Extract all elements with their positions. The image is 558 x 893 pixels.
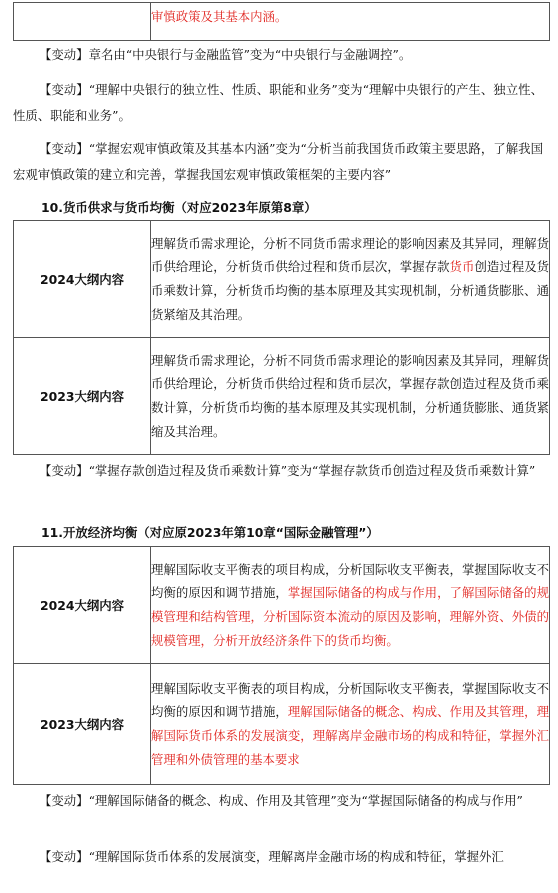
row-label: 2023大纲内容	[14, 338, 151, 455]
row-label: 2024大纲内容	[14, 221, 151, 338]
table-row	[14, 547, 550, 664]
top-table-body-cell	[151, 3, 550, 41]
row-content: 理解国际收支平衡表的项目构成，分析国际收支平衡表，掌握国际收支不均衡的原因和调节措施，理解国际储备的概念、构成、作用及其管理，理解国际货币体系的发展演变，理解离岸金融市场的构成和特征，掌握外汇管理和外债管理的基本要求	[151, 664, 550, 785]
change-paragraph: 【变动】“理解国际储备的概念、构成、作用及其管理”变为“掌握国际储备的构成与作用”	[39, 793, 523, 808]
change-paragraph: 【变动】“理解中央银行的独立性、性质、职能和业务”变为“理解中央银行的产生、独立性、性质、职能和业务”。	[13, 82, 543, 123]
table-row	[14, 664, 550, 785]
section-heading: 10.货币供求与货币均衡（对应2023年原第8章）	[41, 200, 317, 215]
row-label: 2023大纲内容	[14, 664, 151, 785]
row-content: 理解货币需求理论，分析不同货币需求理论的影响因素及其异同，理解货币供给理论，分析货币供给过程和货币层次，掌握存款货币创造过程及货币乘数计算，分析货币均衡的基本原理及其实现机制，分析通货膨胀、通货紧缩及其治理。	[151, 221, 550, 338]
change-paragraph: 【变动】“掌握宏观审慎政策及其基本内涵”变为“分析当前我国货币政策主要思路，了解我国宏观审慎政策的建立和完善，掌握我国宏观审慎政策框架的主要内容”	[13, 141, 543, 182]
row-content: 理解货币需求理论，分析不同货币需求理论的影响因素及其异同，理解货币供给理论，分析货币供给过程和货币层次，掌握存款创造过程及货币乘数计算，分析货币均衡的基本原理及其实现机制，分析通货膨胀、通货紧缩及其治理。	[151, 338, 550, 455]
table-row	[14, 338, 550, 455]
change-paragraph: 【变动】“理解国际货币体系的发展演变，理解离岸金融市场的构成和特征，掌握外汇	[39, 849, 504, 864]
comparison-table	[13, 546, 550, 785]
row-label: 2024大纲内容	[14, 547, 151, 664]
top-table-label-cell	[14, 3, 151, 41]
change-paragraph: 【变动】“掌握存款创造过程及货币乘数计算”变为“掌握存款货币创造过程及货币乘数计算”	[39, 463, 536, 478]
section-heading: 11.开放经济均衡（对应原2023年第10章“国际金融管理”）	[41, 525, 379, 540]
row-content: 理解国际收支平衡表的项目构成，分析国际收支平衡表，掌握国际收支不均衡的原因和调节措施，掌握国际储备的构成与作用，了解国际储备的规模管理和结构管理，分析国际资本流动的原因及影响，理解外资、外债的规模管理，分析开放经济条件下的货币均衡。	[151, 547, 550, 664]
comparison-table	[13, 220, 550, 455]
change-paragraph: 【变动】章名由“中央银行与金融监管”变为“中央银行与金融调控”。	[39, 47, 412, 62]
top-table	[13, 2, 550, 41]
table-row	[14, 221, 550, 338]
top-table-text: 审慎政策及其基本内涵。	[151, 9, 288, 24]
